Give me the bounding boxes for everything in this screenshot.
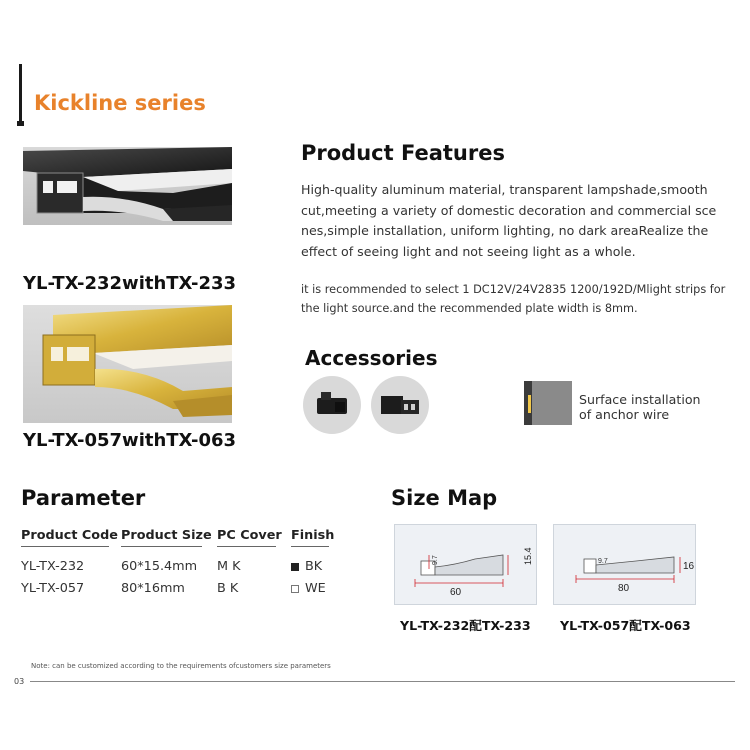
features-description: High-quality aluminum material, transparent lampshade,smooth cut,meeting a variety of domestic decoration and commercial sce nes,simple installation, uniform lighting, no dark areaRealize the effect of seeing light and not seeing light as a whole. [301,182,717,259]
map2-height-label: 16 [683,561,695,572]
header-product-size: Product Size [121,528,212,543]
row1-finish [291,559,322,574]
map1-width-label: 60 [450,587,462,598]
row1-cover: M K [217,559,241,574]
header-accent-bar [19,64,22,124]
product-photo-black [23,147,232,225]
row2-cover: B K [217,581,239,596]
size-map-caption-1: YL-TX-232配TX-233 [400,618,531,633]
row1-size: 60*15.4mm [121,559,198,574]
size-map-caption-2: YL-TX-057配TX-063 [560,618,691,633]
header-underline [291,546,329,547]
row2-size: 80*16mm [121,581,185,596]
mounting-clip-icon [371,376,429,434]
size-map-diagram-2 [553,524,696,605]
anchor-wire-label-line2: of anchor wire [579,407,670,422]
accessories-title: Accessories [305,346,438,370]
features-title: Product Features [301,141,505,165]
row1-code: YL-TX-232 [21,559,85,574]
svg-text:9.7: 9.7 [432,555,439,565]
finish-swatch-black [291,563,299,571]
row1-finish-label: BK [305,559,323,574]
anchor-wire-label [579,392,701,422]
row2-finish [291,581,326,596]
black-profile-illustration [23,147,232,225]
svg-text:9.7: 9.7 [598,558,608,565]
gold-profile-illustration [23,305,232,423]
header-finish: Finish [291,528,335,543]
header-underline [21,546,109,547]
customization-note: Note: can be customized according to the requirements ofcustomers size parameters [31,662,331,670]
product-model-label-1: YL-TX-232withTX-233 [23,273,237,294]
anchor-wire-label-line1: Surface installation [579,392,701,407]
header-pc-cover: PC Cover [217,528,282,543]
map1-height-label: 15.4 [523,547,533,565]
finish-swatch-white [291,585,299,593]
page-number: 03 [14,677,25,686]
parameter-title: Parameter [21,486,146,510]
footer-divider [30,681,735,682]
anchor-wire-illustration [524,381,572,425]
product-photo-gold [23,305,232,423]
row2-code: YL-TX-057 [21,581,85,596]
light-source-recommendation: it is recommended to select 1 DC12V/24V2835 1200/192D/Mlight strips for the light source.and the recommended plate width is 8mm. [301,283,726,315]
header-product-code: Product Code [21,528,118,543]
map2-width-label: 80 [618,583,630,594]
series-title: Kickline series [34,91,206,115]
header-accent-bar-tip [17,121,24,126]
header-underline [121,546,202,547]
size-map-diagram-1 [394,524,537,605]
header-underline [217,546,276,547]
row2-finish-label: WE [305,581,326,596]
size-map-title: Size Map [391,486,498,510]
product-model-label-2: YL-TX-057withTX-063 [23,430,237,451]
end-cap-icon [303,376,361,434]
